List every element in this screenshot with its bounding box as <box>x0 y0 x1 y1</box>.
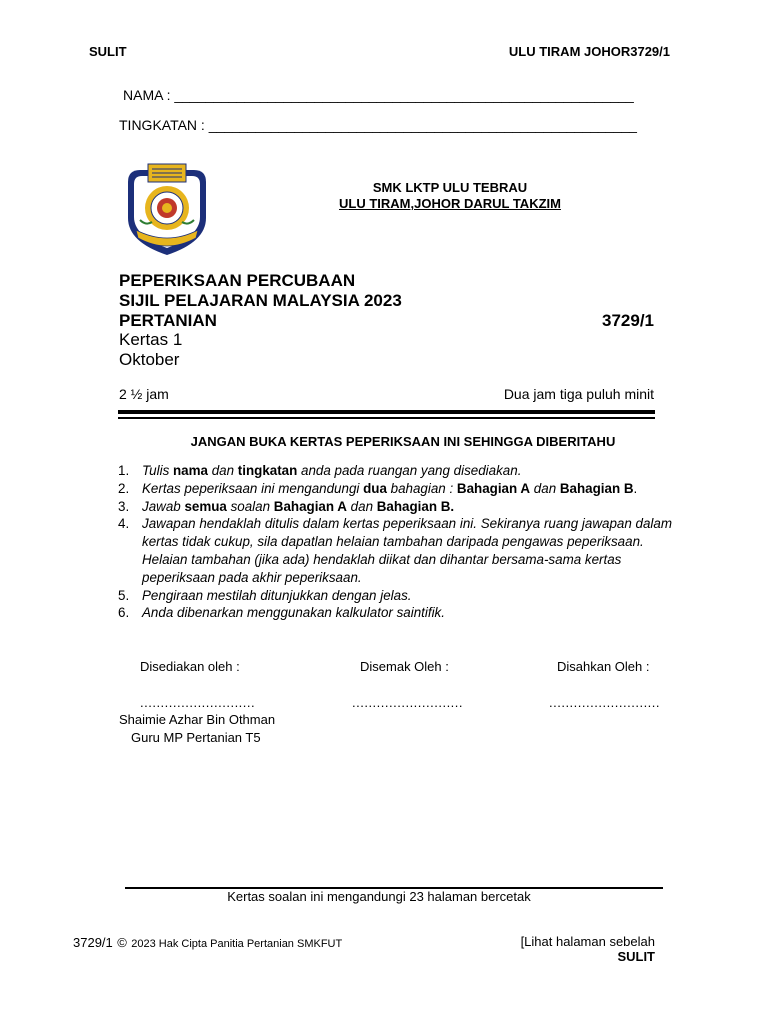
preparer-name: Shaimie Azhar Bin Othman <box>119 712 276 727</box>
instruction-text: Tulis <box>142 463 173 478</box>
divider-thin <box>118 417 655 419</box>
header-school-code: ULU TIRAM JOHOR3729/1 <box>508 44 670 59</box>
exam-title-line1: PEPERIKSAAN PERCUBAAN <box>119 271 356 290</box>
class-line: _______________________________________________________ <box>208 117 637 133</box>
duration-short: 2 ½ jam <box>119 386 169 402</box>
footer-sulit: SULIT <box>617 949 655 964</box>
name-field <box>123 87 634 103</box>
warning-text: JANGAN BUKA KERTAS PEPERIKSAAN INI SEHINGGA DIBERITAHU <box>190 434 616 449</box>
instruction-text: dan <box>346 498 377 514</box>
footer-code: 3729/1 <box>73 935 113 950</box>
instruction-item <box>118 604 673 622</box>
copyright-symbol: © <box>117 935 127 950</box>
instructions-list <box>118 462 673 622</box>
instruction-text: dan <box>207 463 238 478</box>
school-address: ULU TIRAM,JOHOR DARUL TAKZIM <box>339 196 561 211</box>
instruction-number: 2. <box>118 480 130 496</box>
preparer-title: Guru MP Pertanian T5 <box>131 730 261 745</box>
divider-thick <box>118 410 655 414</box>
instruction-bold: tingkatan <box>237 463 298 478</box>
instruction-text: anda pada ruangan yang disediakan. <box>297 463 522 478</box>
instruction-bold: nama <box>173 463 208 478</box>
instruction-text: dan <box>530 480 560 496</box>
duration-long: Dua jam tiga puluh minit <box>503 386 654 402</box>
instruction-item <box>118 462 673 480</box>
instruction-number: 5. <box>118 587 130 603</box>
instruction-text: Anda dibenarkan menggunakan kalkulator saintifik. <box>142 605 445 621</box>
exam-subject: PERTANIAN <box>119 311 217 330</box>
instruction-bold: Bahagian B <box>559 480 634 496</box>
instruction-text: Jawab <box>142 498 185 514</box>
instruction-number: 1. <box>118 463 130 478</box>
class-field <box>119 117 637 133</box>
instruction-text: bahagian : <box>386 480 457 496</box>
instruction-item <box>118 515 673 586</box>
name-line: ___________________________________________________________ <box>174 87 634 103</box>
exam-paper: Kertas 1 <box>119 330 183 349</box>
instruction-item <box>118 587 673 605</box>
copyright-line <box>73 934 342 952</box>
instruction-text: . <box>633 480 638 496</box>
prepared-by-label: Disediakan oleh : <box>140 659 240 674</box>
approved-signature-line: ........................... <box>549 695 661 710</box>
instruction-number: 3. <box>118 498 130 514</box>
instruction-bold: dua <box>363 480 387 496</box>
instruction-text: Kertas peperiksaan ini mengandungi <box>142 480 364 496</box>
prepared-signature-line: ............................ <box>140 695 256 710</box>
school-crest-icon <box>126 160 208 256</box>
instruction-number: 4. <box>118 516 130 532</box>
instruction-number: 6. <box>118 605 130 621</box>
approved-by-label: Disahkan Oleh : <box>557 659 650 674</box>
school-name: SMK LKTP ULU TEBRAU <box>372 180 528 195</box>
class-label: TINGKATAN : <box>119 117 205 133</box>
instruction-item <box>118 498 673 516</box>
exam-code: 3729/1 <box>602 311 654 330</box>
header-sulit: SULIT <box>89 44 127 59</box>
name-label: NAMA : <box>123 87 171 103</box>
instruction-text: soalan <box>226 498 274 514</box>
exam-month: Oktober <box>119 350 180 369</box>
copyright-text: 2023 Hak Cipta Panitia Pertanian SMKFUT <box>131 938 343 950</box>
instruction-bold: Bahagian B. <box>376 498 455 514</box>
next-page-note: [Lihat halaman sebelah <box>520 934 655 949</box>
page-count-note: Kertas soalan ini mengandungi 23 halaman bercetak <box>227 889 531 904</box>
instruction-bold: semua <box>184 498 227 514</box>
checked-signature-line: ........................... <box>352 695 464 710</box>
exam-title-line2: SIJIL PELAJARAN MALAYSIA 2023 <box>119 291 402 310</box>
instruction-text: Pengiraan mestilah ditunjukkan dengan jelas. <box>142 587 412 603</box>
instruction-text: Jawapan hendaklah ditulis dalam kertas peperiksaan ini. Sekiranya ruang jawapan dalam kertas tidak cukup, sila dapatlan helaian tambahan daripada pengawas peperiksaan. Helaian tambahan (jika ada) hendaklah diikat dan dihantar bersama-sama kertas peperiksaan pada akhir peperiksaan. <box>142 516 672 585</box>
instruction-item <box>118 480 673 498</box>
instruction-bold: Bahagian A <box>456 480 531 496</box>
checked-by-label: Disemak Oleh : <box>360 659 449 674</box>
instruction-bold: Bahagian A <box>273 498 347 514</box>
